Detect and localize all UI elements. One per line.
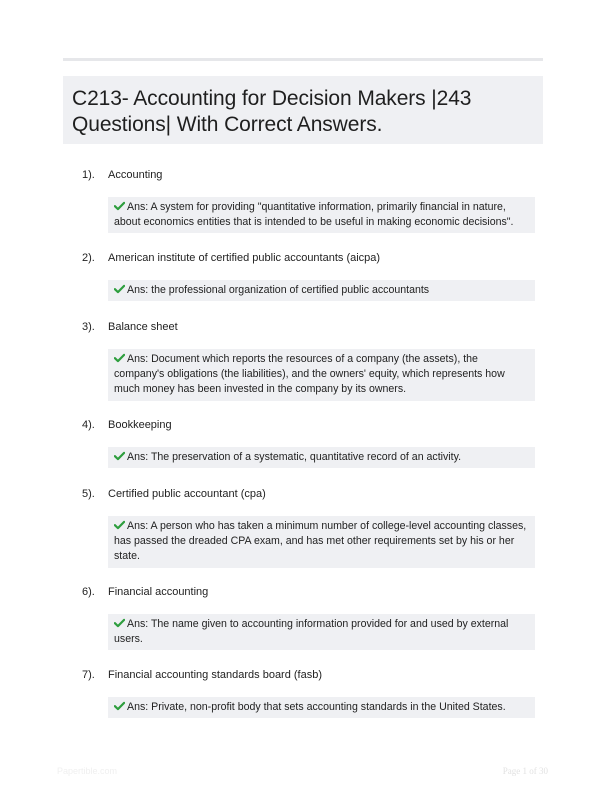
question-term: Financial accounting (108, 586, 209, 598)
question-term: American institute of certified public accountants (aicpa) (108, 252, 381, 264)
answer-box (108, 697, 535, 718)
question-number: 3). (82, 321, 95, 333)
question-number: 4). (82, 419, 95, 431)
answer-box (108, 516, 535, 568)
checkmark-icon (114, 284, 125, 294)
question-number: 6). (82, 586, 95, 598)
question-item (82, 668, 542, 718)
question-item (82, 418, 542, 468)
title-banner (63, 76, 543, 144)
top-divider (63, 58, 543, 61)
question-term: Financial accounting standards board (fasb) (108, 669, 323, 681)
question-item (82, 487, 542, 568)
checkmark-icon (114, 618, 125, 628)
question-row (82, 320, 542, 336)
question-row (82, 668, 542, 684)
question-row (82, 251, 542, 267)
question-number: 5). (82, 488, 95, 500)
question-number: 7). (82, 669, 95, 681)
checkmark-icon (114, 451, 125, 461)
answer-text: Ans: Private, non-profit body that sets accounting standards in the United States. (127, 701, 506, 713)
answer-box (108, 614, 535, 650)
question-term: Certified public accountant (cpa) (108, 488, 266, 500)
checkmark-icon (114, 201, 125, 211)
checkmark-icon (114, 353, 125, 363)
question-row (82, 585, 542, 601)
answer-text: Ans: Document which reports the resources of a company (the assets), the company's obligations (the liabilities), and the owners' equity, which represents how much money has been invested in the company by its owners. (114, 353, 505, 396)
question-item (82, 585, 542, 650)
answer-box (108, 197, 535, 233)
question-row (82, 168, 542, 184)
question-row (82, 418, 542, 434)
answer-text: Ans: The name given to accounting information provided for and used by external users. (114, 618, 509, 646)
answer-text: Ans: A person who has taken a minimum number of college-level accounting classes, has passed the dreaded CPA exam, and has met other requirements set by his or her state. (114, 520, 527, 563)
question-number: 2). (82, 252, 95, 264)
answer-box (108, 280, 535, 301)
checkmark-icon (114, 701, 125, 711)
question-number: 1). (82, 169, 95, 181)
checkmark-icon (114, 520, 125, 530)
question-row (82, 487, 542, 503)
question-term: Balance sheet (108, 321, 178, 333)
answer-text: Ans: the professional organization of certified public accountants (127, 284, 430, 296)
question-term: Accounting (108, 169, 163, 181)
answer-box (108, 349, 535, 401)
question-item (82, 251, 542, 301)
question-term: Bookkeeping (108, 419, 172, 431)
answer-text: Ans: The preservation of a systematic, quantitative record of an activity. (127, 451, 462, 463)
answer-text: Ans: A system for providing "quantitative information, primarily financial in nature, about economics entities that is intended to be useful in making economic decisions". (114, 201, 514, 229)
question-item (82, 320, 542, 401)
question-item (82, 168, 542, 233)
answer-box (108, 447, 535, 468)
document-title: C213- Accounting for Decision Makers |243 Questions| With Correct Answers. (72, 87, 472, 136)
page-number: Page 1 of 30 (502, 766, 548, 776)
footer-site: Papertible.com (57, 766, 118, 776)
